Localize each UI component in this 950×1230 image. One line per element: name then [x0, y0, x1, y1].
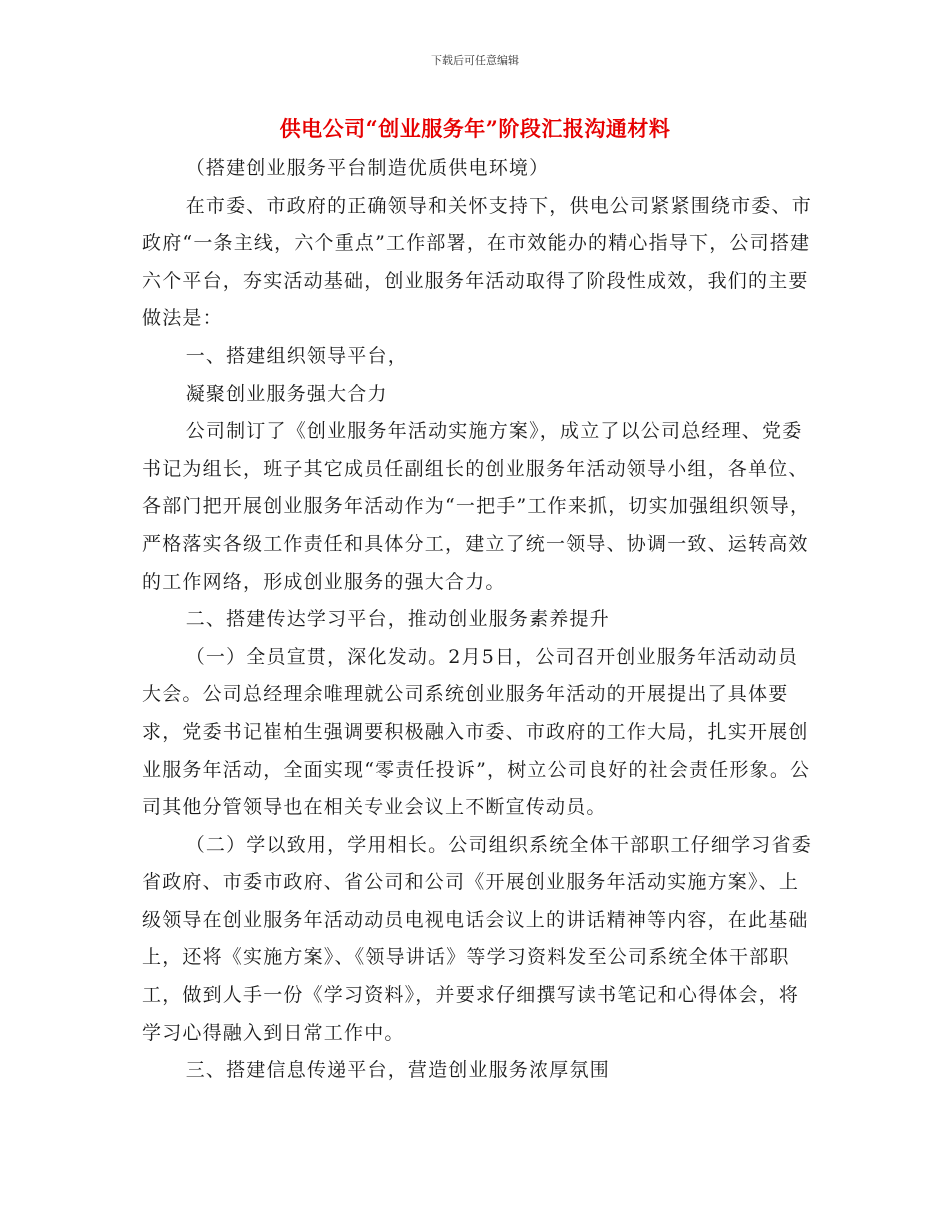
subtitle-paragraph: （搭建创业服务平台制造优质供电环境） [185, 157, 550, 179]
header-note: 下载后可任意编辑 [431, 54, 519, 67]
document-title: 供电公司“创业服务年”阶段汇报沟通材料 [279, 116, 671, 141]
section-heading-1: 一、搭建组织领导平台， [185, 344, 408, 367]
body-paragraph: 公司制订了《创业服务年活动实施方案》，成立了以公司总经理、党委书记为组长，班子其它成员任副组长的创业服务年活动领导小组，各单位、各部门把开展创业服务年活动作为“一把手”工作来抓，切实加强组织领导，严格落实各级工作责任和具体分工，建立了统一领导、协调一致、运转高效的工作网络，形成创业服务的强大合力。 [142, 420, 811, 593]
body-paragraph: （二）学以致用，学用相长。公司组织系统全体干部职工仔细学习省委省政府、市委市政府、省公司和公司《开展创业服务年活动实施方案》、上级领导在创业服务年活动动员电视电话会议上的讲话精神等内容，在此基础上，还将《实施方案》、《领导讲话》等学习资料发至公司系统全体干部职工，做到人手一份《学习资料》，并要求仔细撰写读书笔记和心得体会，将学习心得融入到日常工作中。 [142, 833, 812, 1044]
section-heading-3: 三、搭建信息传递平台，营造创业服务浓厚氛围 [185, 1059, 610, 1082]
intro-paragraph: 在市委、市政府的正确领导和关怀支持下，供电公司紧紧围绕市委、市政府“一条主线，六个重点”工作部署，在市效能办的精心指导下，公司搭建六个平台，夯实活动基础，创业服务年活动取得了阶段性成效，我们的主要做法是： [142, 194, 812, 330]
document-body [142, 150, 814, 1090]
section-heading-2: 二、搭建传达学习平台，推动创业服务素养提升 [185, 608, 610, 631]
body-paragraph: （一）全员宣贯，深化发动。2月5日，公司召开创业服务年活动动员大会。公司总经理余唯理就公司系统创业服务年活动的开展提出了具体要求，党委书记崔柏生强调要积极融入市委、市政府的工作大局，扎实开展创业服务年活动，全面实现“零责任投诉”，树立公司良好的社会责任形象。公司其他分管领导也在相关专业会议上不断宣传动员。 [142, 645, 811, 819]
section-heading-1-cont: 凝聚创业服务强大合力 [185, 382, 388, 405]
